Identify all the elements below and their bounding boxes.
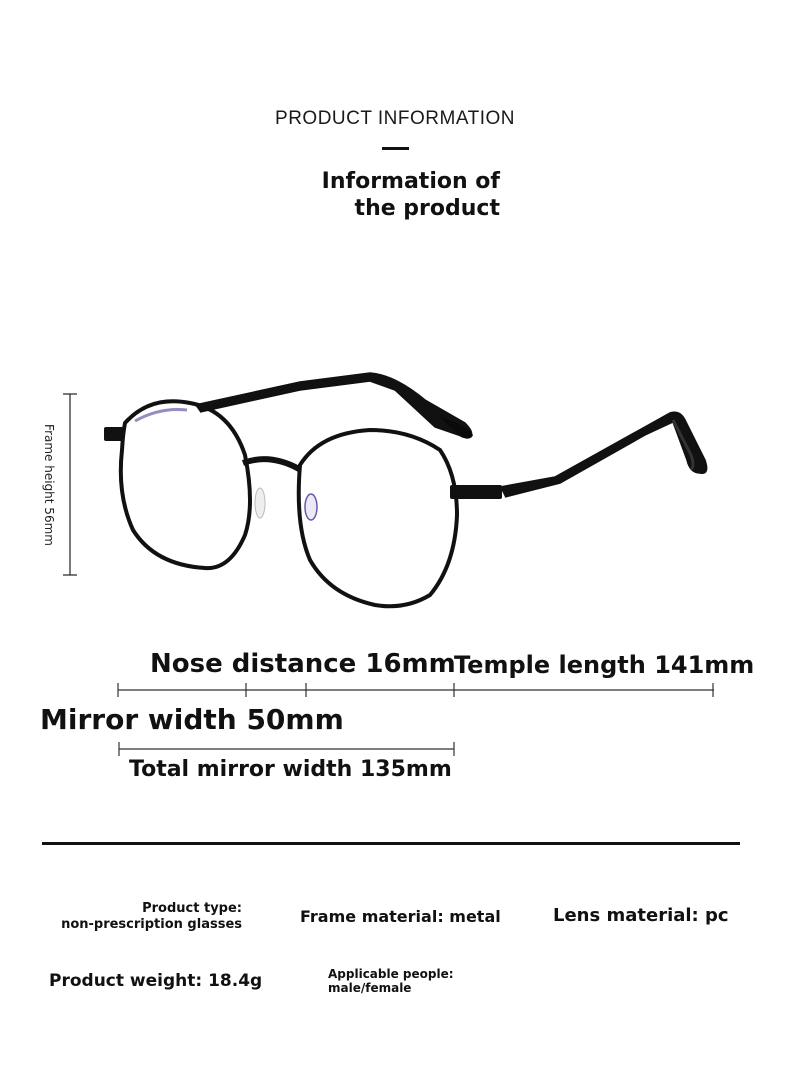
section-divider: [42, 842, 740, 845]
spec-applicable-people-label: Applicable people:: [328, 967, 454, 981]
page-title-line-1: Information of: [321, 169, 500, 194]
left-lens-rim: [121, 401, 250, 568]
spec-product-type-label: Product type:: [142, 901, 242, 916]
page-title-line-2: the product: [354, 196, 500, 221]
spec-product-type-value: non-prescription glasses: [61, 917, 242, 932]
nose-distance-label: Nose distance 16mm: [150, 649, 456, 679]
total-mirror-width-label: Total mirror width 135mm: [129, 757, 452, 782]
kicker-underline: [382, 147, 409, 150]
spec-product-type: [40, 901, 242, 933]
spec-applicable-people: [328, 967, 454, 995]
spec-product-weight: Product weight: 18.4g: [49, 971, 263, 991]
spec-lens-material: Lens material: pc: [553, 905, 729, 926]
glasses-image: [95, 355, 720, 620]
right-lens-rim: [299, 430, 457, 606]
left-lens-reflection: [135, 409, 187, 421]
frame-height-dimension-line: [60, 393, 80, 577]
section-kicker: PRODUCT INFORMATION: [275, 108, 515, 129]
spec-applicable-people-value: male/female: [328, 981, 412, 995]
page-title: [300, 168, 500, 222]
left-nose-pad: [255, 488, 265, 518]
mirror-width-label: Mirror width 50mm: [40, 703, 344, 736]
frame-height-label: Frame height 56mm: [42, 424, 56, 546]
spec-frame-material: Frame material: metal: [300, 907, 501, 926]
right-nose-pad: [305, 494, 317, 520]
temple-length-label: Temple length 141mm: [454, 651, 755, 679]
far-temple-arm: [195, 373, 472, 438]
right-hinge: [450, 485, 502, 499]
nose-bridge: [243, 459, 299, 469]
